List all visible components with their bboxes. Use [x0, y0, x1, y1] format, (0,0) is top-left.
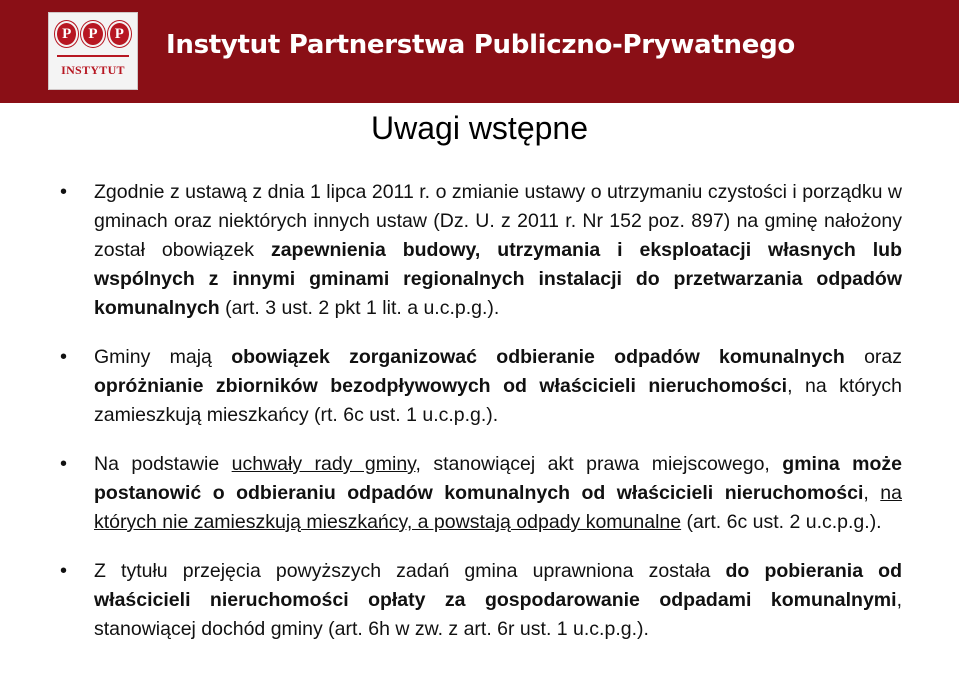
organization-title: Instytut Partnerstwa Publiczno-Prywatnego [166, 30, 795, 60]
bullet-text: , stanowiącej akt prawa miejscowego, [415, 453, 783, 475]
bullet-item-2 [60, 343, 902, 430]
ppp-badges [55, 21, 131, 47]
bullet-emphasis: do pobierania od właścicieli nieruchomości opłaty za gospodarowanie odpadami komunalnymi [94, 560, 902, 611]
page-title: Uwagi wstępne [371, 110, 588, 146]
bullet-text: Zgodnie z ustawą z dnia 1 lipca 2011 r. o zmianie ustawy o utrzymaniu czystości i porządku w gminach oraz niektórych innych ustaw (Dz. U. z 2011 r. Nr 152 poz. 897) na gminę nałożony został obowiązek [94, 181, 902, 261]
bullet-text: , na których zamieszkują mieszkańcy (rt. 6c ust. 1 u.c.p.g.). [94, 375, 902, 426]
bullet-text: Na podstawie [94, 453, 232, 475]
ppp-badge: P [108, 21, 131, 47]
logo-label: INSTYTUT [61, 63, 125, 77]
bullet-underlined: na których nie zamieszkują mieszkańcy, a powstają odpady komunalne [94, 482, 902, 533]
bullet-emphasis: opróżnianie zbiorników bezodpływowych od właścicieli nieruchomości [94, 375, 788, 397]
bullet-text: oraz [844, 346, 903, 368]
bullet-item-4 [60, 557, 902, 644]
ppp-badge: P [81, 21, 104, 47]
bullet-text: (art. 3 ust. 2 pkt 1 lit. a u.c.p.g.). [219, 297, 500, 319]
bullet-text: Gminy mają [94, 346, 232, 368]
institute-logo [48, 12, 138, 90]
bullet-item-3 [60, 450, 902, 537]
bullet-item-1 [60, 178, 902, 323]
bullet-text: (art. 6c ust. 2 u.c.p.g.). [681, 511, 882, 533]
bullet-emphasis: gmina może postanowić o odbieraniu odpadów komunalnych od właścicieli nieruchomości [94, 453, 902, 504]
logo-divider [57, 55, 129, 57]
bullet-text: , [863, 482, 881, 504]
header-banner [0, 0, 959, 103]
bullet-list [60, 178, 902, 664]
ppp-badge: P [55, 21, 78, 47]
bullet-emphasis: obowiązek zorganizować odbieranie odpadów komunalnych [231, 346, 845, 368]
bullet-text: , stanowiącej dochód gminy (art. 6h w zw. z art. 6r ust. 1 u.c.p.g.). [94, 589, 902, 640]
bullet-emphasis: zapewnienia budowy, utrzymania i eksploatacji własnych lub wspólnych z innymi gminami regionalnych instalacji do przetwarzania odpadów komunalnych [94, 239, 902, 319]
bullet-text: Z tytułu przejęcia powyższych zadań gmina uprawniona została [94, 560, 726, 582]
bullet-underlined: uchwały rady gminy [231, 453, 416, 475]
